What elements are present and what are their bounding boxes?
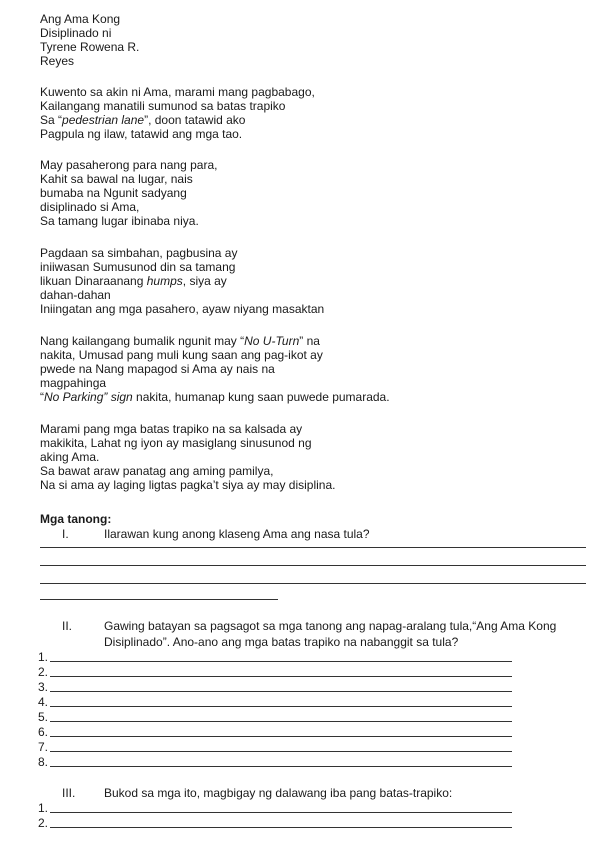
answer-line[interactable] <box>50 691 512 692</box>
stanza-4-line: magpahinga <box>40 376 107 390</box>
answer-line[interactable] <box>40 583 586 584</box>
question-2-text-line: Gawing batayan sa pagsagot sa mga tanong ang napag-aralang tula,“Ang Ama Kong <box>104 619 557 633</box>
answer-line[interactable] <box>50 812 512 813</box>
answer-number: 2. <box>38 816 49 830</box>
answer-number: 1. <box>38 801 49 815</box>
answer-number: 3. <box>38 680 49 694</box>
stanza-4-line: pwede na Nang mapagod si Ama ay nais na <box>40 362 275 376</box>
stanza-5-line: Na si ama ay laging ligtas pagka’t siya ay may disiplina. <box>40 478 336 492</box>
stanza-4-line: Nang kailangang bumalik ngunit may “No U-Turn” na <box>40 334 320 348</box>
poem-title-line: Ang Ama Kong <box>40 12 121 26</box>
stanza-1-line: Kailangang manatili sumunod sa batas trapiko <box>40 99 286 113</box>
question-1-numeral: I. <box>62 527 69 541</box>
answer-line[interactable] <box>50 736 512 737</box>
stanza-1-line: Sa “pedestrian lane”, doon tatawid ako <box>40 113 246 127</box>
stanza-2-line: Sa tamang lugar ibinaba niya. <box>40 214 199 228</box>
answer-line[interactable] <box>40 565 586 566</box>
stanza-2-line: Kahit sa bawal na lugar, nais <box>40 172 193 186</box>
answer-number: 7. <box>38 740 49 754</box>
stanza-4-line: nakita, Umusad pang muli kung saan ang pag-ikot ay <box>40 348 323 362</box>
answer-line[interactable] <box>50 751 512 752</box>
stanza-1-line: Pagpula ng ilaw, tatawid ang mga tao. <box>40 127 243 141</box>
answer-line[interactable] <box>50 766 512 767</box>
stanza-2-line: disiplinado si Ama, <box>40 200 140 214</box>
stanza-3-line: iniiwasan Sumusunod din sa tamang <box>40 260 236 274</box>
stanza-5-line: Sa bawat araw panatag ang aming pamilya, <box>40 464 274 478</box>
answer-number: 6. <box>38 725 49 739</box>
poem-title-line: Disiplinado ni <box>40 26 112 40</box>
answer-line[interactable] <box>50 706 512 707</box>
stanza-5-line: Marami pang mga batas trapiko na sa kalsada ay <box>40 422 303 436</box>
answer-number: 1. <box>38 650 49 664</box>
stanza-4-line: “No Parking” sign nakita, humanap kung saan puwede pumarada. <box>40 390 390 404</box>
answer-line[interactable] <box>50 827 512 828</box>
answer-line[interactable] <box>40 547 586 548</box>
question-1-text: Ilarawan kung anong klaseng Ama ang nasa tula? <box>104 527 370 541</box>
answer-line[interactable] <box>50 721 512 722</box>
stanza-5-line: makikita, Lahat ng iyon ay masiglang sinusunod ng <box>40 436 312 450</box>
question-2-text-line: Disiplinado”. Ano-ano ang mga batas trapiko na nabanggit sa tula? <box>104 635 459 649</box>
answer-number: 4. <box>38 695 49 709</box>
stanza-2-line: bumaba na Ngunit sadyang <box>40 186 187 200</box>
question-3-numeral: III. <box>62 786 76 800</box>
question-3-text: Bukod sa mga ito, magbigay ng dalawang iba pang batas-trapiko: <box>104 786 453 800</box>
answer-line[interactable] <box>50 676 512 677</box>
question-2-numeral: II. <box>62 619 73 633</box>
stanza-3-line: dahan-dahan <box>40 288 111 302</box>
stanza-3-line: Pagdaan sa simbahan, pagbusina ay <box>40 246 238 260</box>
answer-line[interactable] <box>40 599 278 600</box>
questions-heading: Mga tanong: <box>40 512 112 526</box>
answer-number: 8. <box>38 755 49 769</box>
answer-line[interactable] <box>50 661 512 662</box>
stanza-3-line: likuan Dinaraanang humps, siya ay <box>40 274 227 288</box>
stanza-2-line: May pasaherong para nang para, <box>40 158 218 172</box>
answer-number: 5. <box>38 710 49 724</box>
stanza-5-line: aking Ama. <box>40 450 100 464</box>
stanza-1-line: Kuwento sa akin ni Ama, marami mang pagbabago, <box>40 85 315 99</box>
stanza-3-line: Iniingatan ang mga pasahero, ayaw niyang masaktan <box>40 302 325 316</box>
poem-author-line: Reyes <box>40 54 75 68</box>
answer-number: 2. <box>38 665 49 679</box>
poem-author-line: Tyrene Rowena R. <box>40 40 140 54</box>
